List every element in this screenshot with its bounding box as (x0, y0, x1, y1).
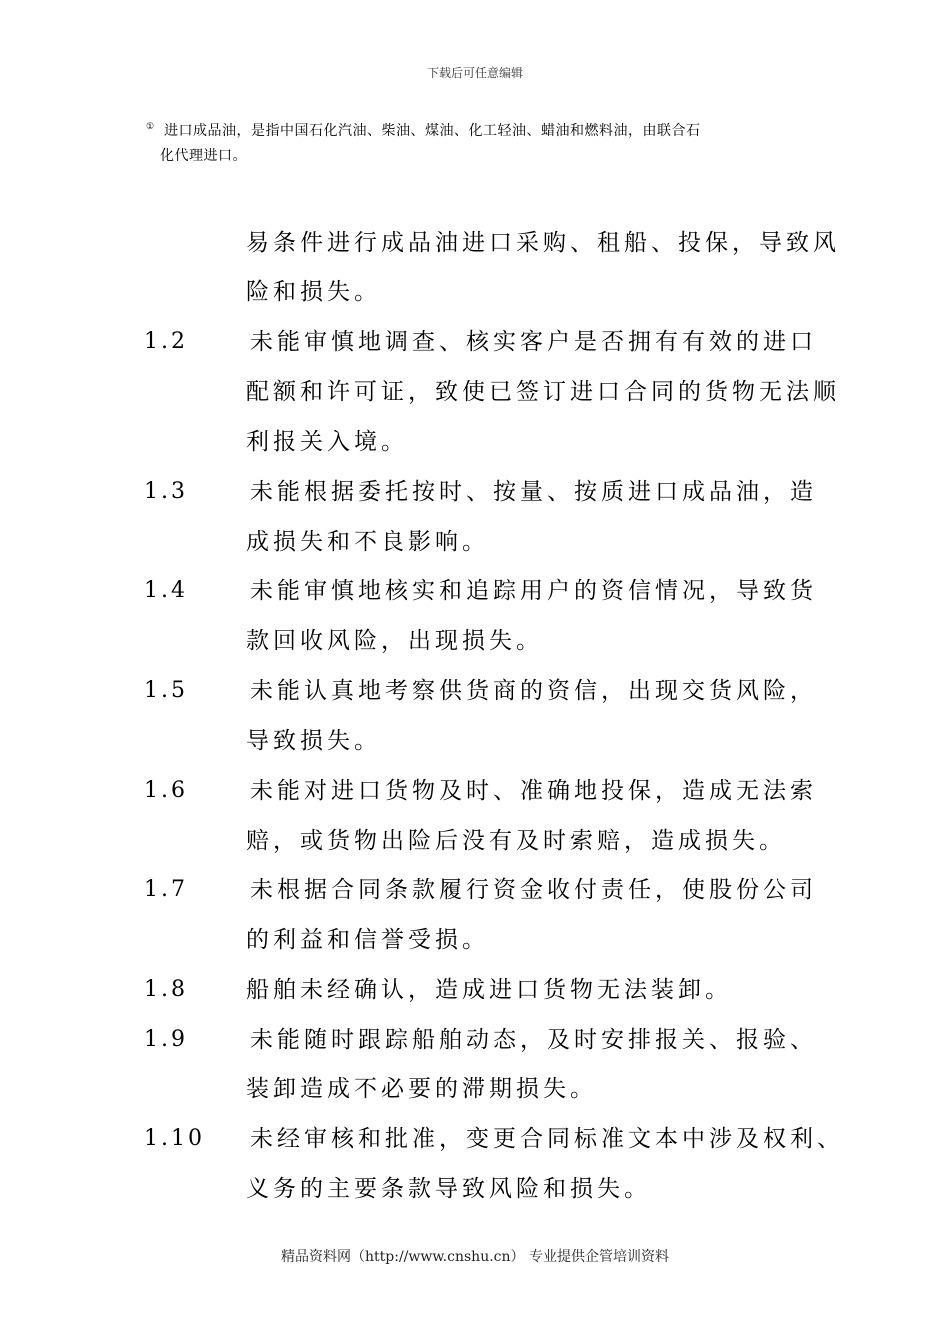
item-number: 1.5 (144, 678, 188, 703)
item-number: 1.7 (144, 877, 188, 902)
item-line: 未能审慎地核实和追踪用户的资信情况，导致货 (250, 578, 817, 604)
footnote-line-2: 化代理进口。 (160, 148, 247, 164)
intro-line-1: 易条件进行成品油进口采购、租船、投保，导致风 (246, 230, 840, 256)
item-line: 赔，或货物出险后没有及时索赔，造成损失。 (246, 828, 786, 854)
item-line: 未根据合同条款履行资金收付责任，使股份公司 (250, 877, 817, 903)
item-line: 未能认真地考察供货商的资信，出现交货风险， (250, 678, 817, 704)
item-line: 未能对进口货物及时、准确地投保，造成无法索 (250, 778, 817, 804)
footnote-mark: ① (146, 122, 155, 132)
item-line: 的利益和信誉受损。 (246, 927, 489, 953)
item-number: 1.2 (144, 329, 188, 354)
item-line: 款回收风险，出现损失。 (246, 628, 543, 654)
item-number: 1.6 (144, 778, 188, 803)
intro-line-2: 险和损失。 (246, 279, 381, 305)
item-line: 未能根据委托按时、按量、按质进口成品油，造 (250, 479, 817, 505)
item-line: 导致损失。 (246, 728, 381, 754)
page-footer: 精品资料网（http://www.cnshu.cn） 专业提供企管培训资料 (281, 1249, 669, 1265)
item-line: 装卸造成不必要的滞期损失。 (246, 1076, 597, 1102)
item-line: 成损失和不良影响。 (246, 529, 489, 555)
item-number: 1.9 (144, 1027, 188, 1052)
item-number: 1.8 (144, 977, 188, 1002)
item-line: 配额和许可证，致使已签订进口合同的货物无法顺 (246, 379, 840, 405)
item-line: 利报关入境。 (246, 429, 408, 455)
item-line: 未能随时跟踪船舶动态，及时安排报关、报验、 (250, 1027, 817, 1053)
item-line: 义务的主要条款导致风险和损失。 (246, 1176, 651, 1202)
item-line: 未经审核和批准，变更合同标准文本中涉及权利、 (250, 1126, 844, 1152)
page-header: 下载后可任意编辑 (426, 66, 523, 80)
item-number: 1.3 (144, 479, 188, 504)
footnote-line-1: 进口成品油，是指中国石化汽油、柴油、煤油、化工轻油、蜡油和燃料油，由联合石 (164, 123, 701, 139)
item-number: 1.4 (144, 578, 188, 603)
item-number: 1.10 (144, 1126, 205, 1151)
item-line: 未能审慎地调查、核实客户是否拥有有效的进口 (250, 329, 817, 355)
item-line: 船舶未经确认，造成进口货物无法装卸。 (246, 977, 732, 1003)
